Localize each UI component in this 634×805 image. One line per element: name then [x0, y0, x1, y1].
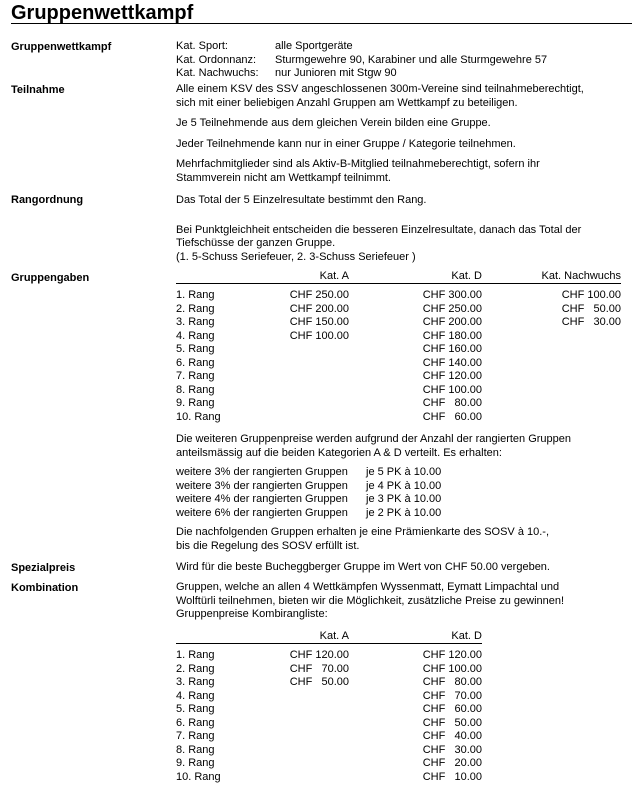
rank-cell: 8. Rang	[176, 743, 215, 756]
kombination-text	[176, 581, 564, 622]
paragraph: Die weiteren Gruppenpreise werden aufgrund der Anzahl der rangierten Gruppen	[176, 433, 572, 445]
kat-d-cell: CHF 60.00	[422, 703, 482, 715]
kat-a-cell: CHF 70.00	[289, 662, 349, 675]
rank-cell: 8. Rang	[176, 383, 215, 396]
table-row	[176, 303, 621, 317]
table-row	[176, 316, 621, 330]
extra-prize-value: je 5 PK à 10.00	[366, 466, 442, 478]
rank-cell: 4. Rang	[176, 329, 215, 342]
paragraph: Wolftürli teilnehmen, bieten wir die Möglichkeit, zusätzliche Preise zu gewinnen!	[176, 594, 565, 607]
kat-a-cell: CHF 200.00	[289, 302, 349, 315]
gruppengaben-notes	[176, 433, 571, 553]
category-value: alle Sportgeräte	[275, 40, 353, 52]
section-label-kombination: Kombination	[11, 582, 79, 594]
table-row	[176, 649, 482, 663]
kat-d-cell: CHF 60.00	[422, 410, 482, 423]
paragraph: bis die Regelung des SOSV erfüllt ist.	[176, 539, 360, 552]
rank-cell: 4. Rang	[176, 689, 215, 702]
kat-d-cell: CHF 300.00	[422, 289, 482, 301]
kat-d-cell: CHF 80.00	[422, 397, 482, 409]
paragraph: Gruppen, welche an allen 4 Wettkämpfen Wyssenmatt, Eymatt Limpachtal und	[176, 581, 560, 593]
table-header	[176, 269, 621, 284]
kombination-table	[176, 629, 482, 784]
paragraph: Die nachfolgenden Gruppen erhalten je eine Prämienkarte des SOSV à 10.-,	[176, 526, 550, 538]
teilnahme-text	[176, 83, 584, 185]
extra-prize-row	[176, 507, 571, 521]
table-header	[176, 629, 482, 644]
kat-d-cell: CHF 200.00	[422, 316, 482, 328]
page-title: Gruppenwettkampf	[11, 2, 194, 24]
paragraph: Mehrfachmitglieder sind als Aktiv-B-Mitglied teilnahmeberechtigt, sofern ihr	[176, 158, 540, 170]
kat-nachwuchs-cell: CHF 50.00	[561, 302, 621, 315]
category-key: Kat. Ordonnanz:	[176, 53, 257, 66]
rangordnung-text	[176, 194, 581, 264]
paragraph: Wird für die beste Bucheggberger Gruppe im Wert von CHF 50.00 vergeben.	[176, 561, 550, 573]
rank-cell: 9. Rang	[176, 757, 215, 769]
extra-prize-row	[176, 493, 571, 507]
table-row	[176, 663, 482, 677]
column-header: Kat. Nachwuchs	[541, 270, 621, 282]
extra-prize-group: weitere 6% der rangierten Gruppen	[176, 506, 348, 519]
table-row	[176, 730, 482, 744]
rank-cell: 6. Rang	[176, 356, 215, 369]
extra-prize-row	[176, 480, 571, 494]
table-row	[176, 703, 482, 717]
table-row	[176, 384, 621, 398]
category-key: Kat. Nachwuchs:	[176, 67, 259, 79]
rank-cell: 3. Rang	[176, 316, 215, 328]
extra-prize-value: je 2 PK à 10.00	[366, 506, 442, 519]
table-row	[176, 357, 621, 371]
kat-d-cell: CHF 250.00	[422, 302, 482, 315]
category-value: nur Junioren mit Stgw 90	[275, 67, 397, 79]
paragraph: Jeder Teilnehmende kann nur in einer Gruppe / Kategorie teilnehmen.	[176, 137, 516, 150]
kat-d-cell: CHF 120.00	[422, 370, 482, 382]
table-row	[176, 744, 482, 758]
table-row	[176, 397, 621, 411]
section-label-gruppengaben: Gruppengaben	[11, 272, 90, 284]
category-row	[176, 40, 547, 54]
kat-d-cell: CHF 140.00	[422, 356, 482, 369]
column-header: Kat. A	[319, 270, 349, 282]
category-row	[176, 67, 547, 81]
kat-d-cell: CHF 120.00	[422, 649, 482, 661]
extra-prize-value: je 4 PK à 10.00	[366, 479, 442, 492]
rank-cell: 5. Rang	[176, 703, 215, 715]
kat-d-cell: CHF 100.00	[422, 662, 482, 675]
section-label-teilnahme: Teilnahme	[11, 84, 65, 96]
rank-cell: 1. Rang	[176, 649, 215, 661]
paragraph: Stammverein nicht am Wettkampf teilnimmt.	[176, 171, 391, 184]
extra-prize-group: weitere 3% der rangierten Gruppen	[176, 466, 348, 478]
category-value: Sturmgewehre 90, Karabiner und alle Sturmgewehre 57	[275, 53, 548, 66]
column-header: Kat. A	[319, 630, 349, 642]
category-key: Kat. Sport:	[176, 40, 228, 52]
section-label-gruppenwettkampf: Gruppenwettkampf	[11, 41, 112, 53]
kat-a-cell: CHF 120.00	[289, 649, 349, 661]
rank-cell: 2. Rang	[176, 302, 215, 315]
category-row	[176, 54, 547, 68]
rank-cell: 1. Rang	[176, 289, 215, 301]
rank-cell: 3. Rang	[176, 676, 215, 688]
rank-cell: 2. Rang	[176, 662, 215, 675]
extra-prize-group: weitere 4% der rangierten Gruppen	[176, 493, 348, 505]
spezialpreis-text	[176, 561, 550, 575]
paragraph: sich mit einer beliebigen Anzahl Gruppen am Wettkampf zu beteiligen.	[176, 96, 518, 109]
kat-a-cell: CHF 50.00	[289, 676, 349, 688]
table-row	[176, 370, 621, 384]
rank-cell: 10. Rang	[176, 410, 221, 423]
kat-d-cell: CHF 10.00	[422, 770, 482, 783]
rank-cell: 7. Rang	[176, 730, 215, 742]
gruppengaben-table	[176, 269, 621, 424]
paragraph: Tiefschüsse der ganzen Gruppe.	[176, 237, 336, 249]
table-row	[176, 771, 482, 785]
kat-d-cell: CHF 50.00	[422, 716, 482, 729]
rank-cell: 6. Rang	[176, 716, 215, 729]
title-rule	[11, 23, 632, 24]
table-row	[176, 411, 621, 425]
paragraph: Alle einem KSV des SSV angeschlossenen 300m-Vereine sind teilnahmeberechtigt,	[176, 83, 584, 95]
table-row	[176, 717, 482, 731]
kat-d-cell: CHF 70.00	[422, 689, 482, 702]
extra-prize-group: weitere 3% der rangierten Gruppen	[176, 479, 348, 492]
kat-d-cell: CHF 20.00	[422, 757, 482, 769]
kat-d-cell: CHF 40.00	[422, 730, 482, 742]
kat-d-cell: CHF 180.00	[422, 329, 482, 342]
kat-nachwuchs-cell: CHF 30.00	[561, 316, 621, 328]
paragraph: Bei Punktgleichheit entscheiden die besseren Einzelresultate, danach das Total der	[176, 223, 582, 236]
extra-prize-value: je 3 PK à 10.00	[366, 493, 442, 505]
kat-d-cell: CHF 30.00	[422, 743, 482, 756]
kat-nachwuchs-cell: CHF 100.00	[561, 289, 621, 301]
kat-d-cell: CHF 80.00	[422, 676, 482, 688]
column-header: Kat. D	[451, 270, 482, 282]
paragraph: anteilsmässig auf die beiden Kategorien A & D verteilt. Es erhalten:	[176, 446, 502, 459]
rank-cell: 7. Rang	[176, 370, 215, 382]
table-row	[176, 676, 482, 690]
kat-a-cell: CHF 100.00	[289, 329, 349, 342]
paragraph: Je 5 Teilnehmende aus dem gleichen Verein bilden eine Gruppe.	[176, 117, 491, 129]
section-label-rangordnung: Rangordnung	[11, 194, 84, 206]
table-row	[176, 343, 621, 357]
kat-d-cell: CHF 100.00	[422, 383, 482, 396]
rank-cell: 5. Rang	[176, 343, 215, 355]
kat-a-cell: CHF 250.00	[289, 289, 349, 301]
table-row	[176, 330, 621, 344]
column-header: Kat. D	[451, 630, 482, 642]
extra-prize-row	[176, 466, 571, 480]
table-row	[176, 757, 482, 771]
paragraph: Gruppenpreise Kombirangliste:	[176, 608, 328, 620]
kat-d-cell: CHF 160.00	[422, 343, 482, 355]
rank-cell: 9. Rang	[176, 397, 215, 409]
category-list	[176, 40, 547, 81]
kat-a-cell: CHF 150.00	[289, 316, 349, 328]
table-row	[176, 289, 621, 303]
paragraph: Das Total der 5 Einzelresultate bestimmt den Rang.	[176, 194, 427, 206]
table-row	[176, 690, 482, 704]
rank-cell: 10. Rang	[176, 770, 221, 783]
paragraph: (1. 5-Schuss Seriefeuer, 2. 3-Schuss Seriefeuer )	[176, 250, 416, 263]
section-label-spezialpreis: Spezialpreis	[11, 562, 76, 574]
